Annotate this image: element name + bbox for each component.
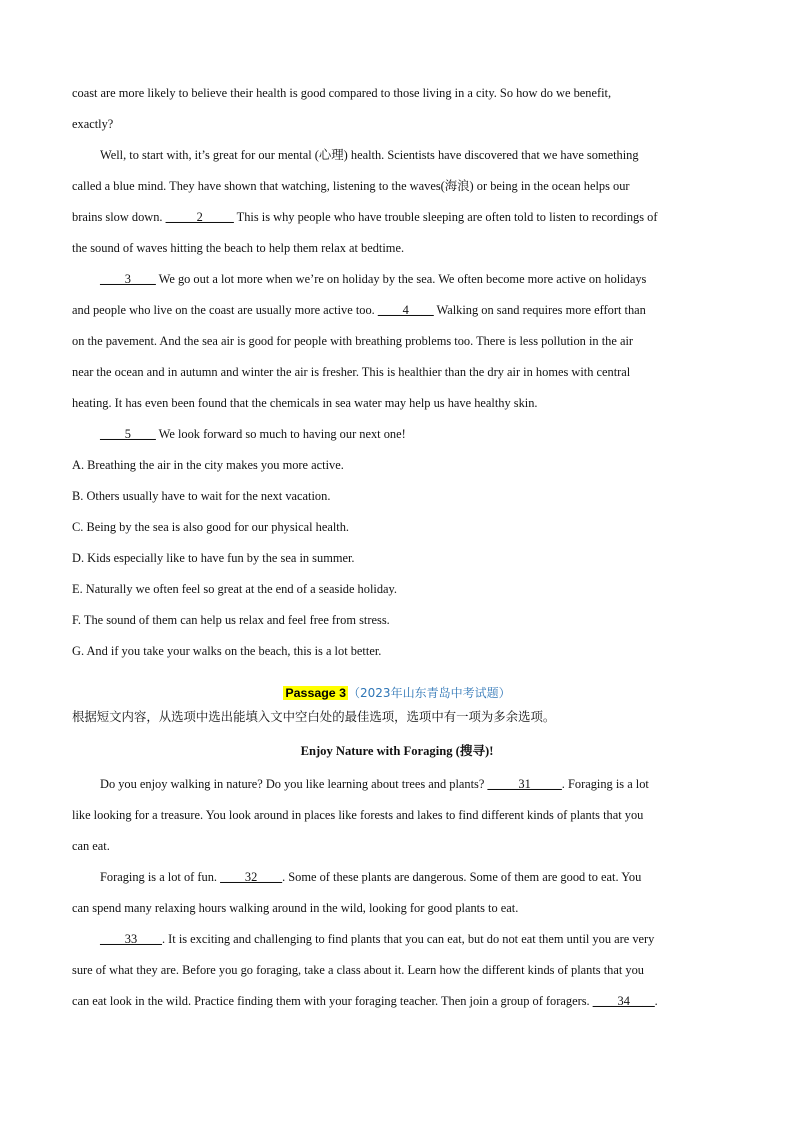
paragraph-line	[72, 264, 722, 295]
answer-blank-2: _____2_____	[165, 210, 234, 224]
option-c: C. Being by the sea is also good for our physical health.	[72, 520, 350, 534]
text-run: . Foraging is a lot	[561, 777, 649, 791]
paragraph-line: heating. It has even been found that the chemicals in sea water may help us have healthy skin.	[72, 396, 538, 410]
answer-blank-5: ____5____	[100, 427, 156, 441]
paragraph-line: near the ocean and in autumn and winter the air is fresher. This is healthier than the dry air in homes with central	[72, 365, 631, 379]
paragraph-line	[72, 924, 722, 955]
answer-blank-31: _____31_____	[487, 777, 562, 791]
document-page	[72, 78, 722, 1017]
paragraph-line	[72, 295, 722, 326]
paragraph-line: coast are more likely to believe their health is good compared to those living in a city. So how do we benefit,	[72, 86, 612, 100]
paragraph-line: called a blue mind. They have shown that watching, listening to the waves(海浪) or being in the ocean helps our	[72, 179, 630, 193]
paragraph-line: exactly?	[72, 117, 114, 131]
paragraph-line: sure of what they are. Before you go foraging, take a class about it. Learn how the different kinds of plants that you	[72, 963, 644, 977]
paragraph-line	[72, 986, 722, 1017]
paragraph-line: can eat.	[72, 839, 110, 853]
answer-blank-33: ____33____	[100, 932, 162, 946]
answer-blank-34: ____34____	[592, 994, 655, 1008]
paragraph-line	[72, 769, 722, 800]
passage-source: （2023年山东青岛中考试题）	[348, 686, 511, 700]
option-f: F. The sound of them can help us relax and feel free from stress.	[72, 613, 390, 627]
text-run: We look forward so much to having our next one!	[155, 427, 406, 441]
paragraph-line: like looking for a treasure. You look around in places like forests and lakes to find different kinds of plants that you	[72, 808, 644, 822]
paragraph-line: on the pavement. And the sea air is good for people with breathing problems too. There is less pollution in the air	[72, 334, 634, 348]
article-title: Enjoy Nature with Foraging (搜寻)!	[300, 744, 494, 758]
text-run: Foraging is a lot of fun.	[100, 870, 221, 884]
answer-blank-4: ____4____	[377, 303, 434, 317]
text-run: . Some of these plants are dangerous. Some of them are good to eat. You	[282, 870, 642, 884]
text-run: brains slow down.	[72, 210, 166, 224]
option-d: D. Kids especially like to have fun by the sea in summer.	[72, 551, 355, 565]
text-run: This is why people who have trouble sleeping are often told to listen to recordings of	[233, 210, 658, 224]
paragraph-line	[72, 202, 722, 233]
text-run: Do you enjoy walking in nature? Do you like learning about trees and plants?	[100, 777, 488, 791]
text-run: can eat look in the wild. Practice finding them with your foraging teacher. Then join a group of foragers.	[72, 994, 593, 1008]
answer-blank-3: ____3____	[100, 272, 156, 286]
text-run: We go out a lot more when we’re on holiday by the sea. We often become more active on holidays	[155, 272, 647, 286]
paragraph-line: can spend many relaxing hours walking around in the wild, looking for good plants to eat.	[72, 901, 519, 915]
instruction: 根据短文内容，从选项中选出能填入文中空白处的最佳选项，选项中有一项为多余选项。	[72, 709, 556, 724]
paragraph-line	[72, 862, 722, 893]
passage-label: Passage 3	[285, 686, 347, 700]
option-b: B. Others usually have to wait for the next vacation.	[72, 489, 331, 503]
passage-header	[72, 681, 722, 705]
paragraph-line	[72, 419, 722, 450]
option-g: G. And if you take your walks on the beach, this is a lot better.	[72, 644, 382, 658]
text-run: Walking on sand requires more effort than	[433, 303, 646, 317]
answer-blank-32: ____32____	[220, 870, 283, 884]
paragraph-line: the sound of waves hitting the beach to help them relax at bedtime.	[72, 241, 405, 255]
option-a: A. Breathing the air in the city makes you more active.	[72, 458, 344, 472]
text-run: . It is exciting and challenging to find plants that you can eat, but do not eat them until you are very	[161, 932, 655, 946]
options-list	[72, 450, 722, 667]
option-e: E. Naturally we often feel so great at the end of a seaside holiday.	[72, 582, 398, 596]
text-run: and people who live on the coast are usually more active too.	[72, 303, 378, 317]
paragraph-line: Well, to start with, it’s great for our mental (心理) health. Scientists have discovered that we have something	[100, 148, 639, 162]
text-run: .	[654, 994, 658, 1008]
